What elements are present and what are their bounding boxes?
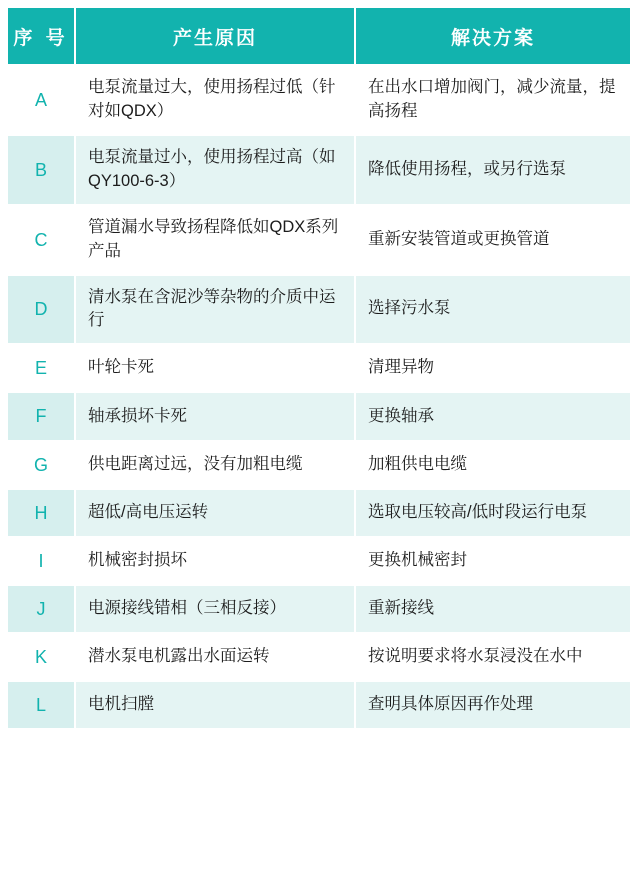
row-id: D xyxy=(8,276,74,344)
table-row xyxy=(8,276,630,344)
row-id: E xyxy=(8,345,74,391)
row-id: L xyxy=(8,682,74,728)
row-cause: 电泵流量过大，使用扬程过低（针对如QDX） xyxy=(76,66,354,134)
row-id: K xyxy=(8,634,74,680)
row-id: C xyxy=(8,206,74,274)
table-header xyxy=(8,8,630,64)
row-solution: 加粗供电电缆 xyxy=(356,442,630,488)
row-solution: 更换轴承 xyxy=(356,393,630,439)
row-solution: 更换机械密封 xyxy=(356,538,630,584)
row-cause: 轴承损坏卡死 xyxy=(76,393,354,439)
header-cell-id: 序 号 xyxy=(8,8,74,64)
row-cause: 超低/高电压运转 xyxy=(76,490,354,536)
row-solution: 重新安装管道或更换管道 xyxy=(356,206,630,274)
row-solution: 选取电压较高/低时段运行电泵 xyxy=(356,490,630,536)
header-cell-cause: 产生原因 xyxy=(76,8,354,64)
table-row xyxy=(8,490,630,536)
row-cause: 电机扫膛 xyxy=(76,682,354,728)
row-cause: 潜水泵电机露出水面运转 xyxy=(76,634,354,680)
table-body xyxy=(8,66,630,728)
table-row xyxy=(8,66,630,134)
row-id: G xyxy=(8,442,74,488)
row-cause: 供电距离过远，没有加粗电缆 xyxy=(76,442,354,488)
row-id: J xyxy=(8,586,74,632)
row-id: H xyxy=(8,490,74,536)
row-solution: 选择污水泵 xyxy=(356,276,630,344)
table-row xyxy=(8,206,630,274)
table-row xyxy=(8,586,630,632)
row-cause: 叶轮卡死 xyxy=(76,345,354,391)
row-id: B xyxy=(8,136,74,204)
table-row xyxy=(8,442,630,488)
row-solution: 降低使用扬程，或另行选泵 xyxy=(356,136,630,204)
row-solution: 清理异物 xyxy=(356,345,630,391)
table-row xyxy=(8,538,630,584)
table-row xyxy=(8,136,630,204)
table-row xyxy=(8,345,630,391)
fault-cause-solution-table xyxy=(6,6,632,730)
row-solution: 重新接线 xyxy=(356,586,630,632)
row-solution: 在出水口增加阀门，减少流量，提高扬程 xyxy=(356,66,630,134)
row-id: F xyxy=(8,393,74,439)
row-solution: 按说明要求将水泵浸没在水中 xyxy=(356,634,630,680)
row-id: I xyxy=(8,538,74,584)
header-row xyxy=(8,8,630,64)
row-id: A xyxy=(8,66,74,134)
row-cause: 管道漏水导致扬程降低如QDX系列产品 xyxy=(76,206,354,274)
row-cause: 电泵流量过小，使用扬程过高（如QY100-6-3） xyxy=(76,136,354,204)
row-cause: 电源接线错相（三相反接） xyxy=(76,586,354,632)
header-cell-solution: 解决方案 xyxy=(356,8,630,64)
table-row xyxy=(8,393,630,439)
table-row xyxy=(8,682,630,728)
row-cause: 机械密封损坏 xyxy=(76,538,354,584)
row-cause: 清水泵在含泥沙等杂物的介质中运行 xyxy=(76,276,354,344)
table-row xyxy=(8,634,630,680)
row-solution: 查明具体原因再作处理 xyxy=(356,682,630,728)
